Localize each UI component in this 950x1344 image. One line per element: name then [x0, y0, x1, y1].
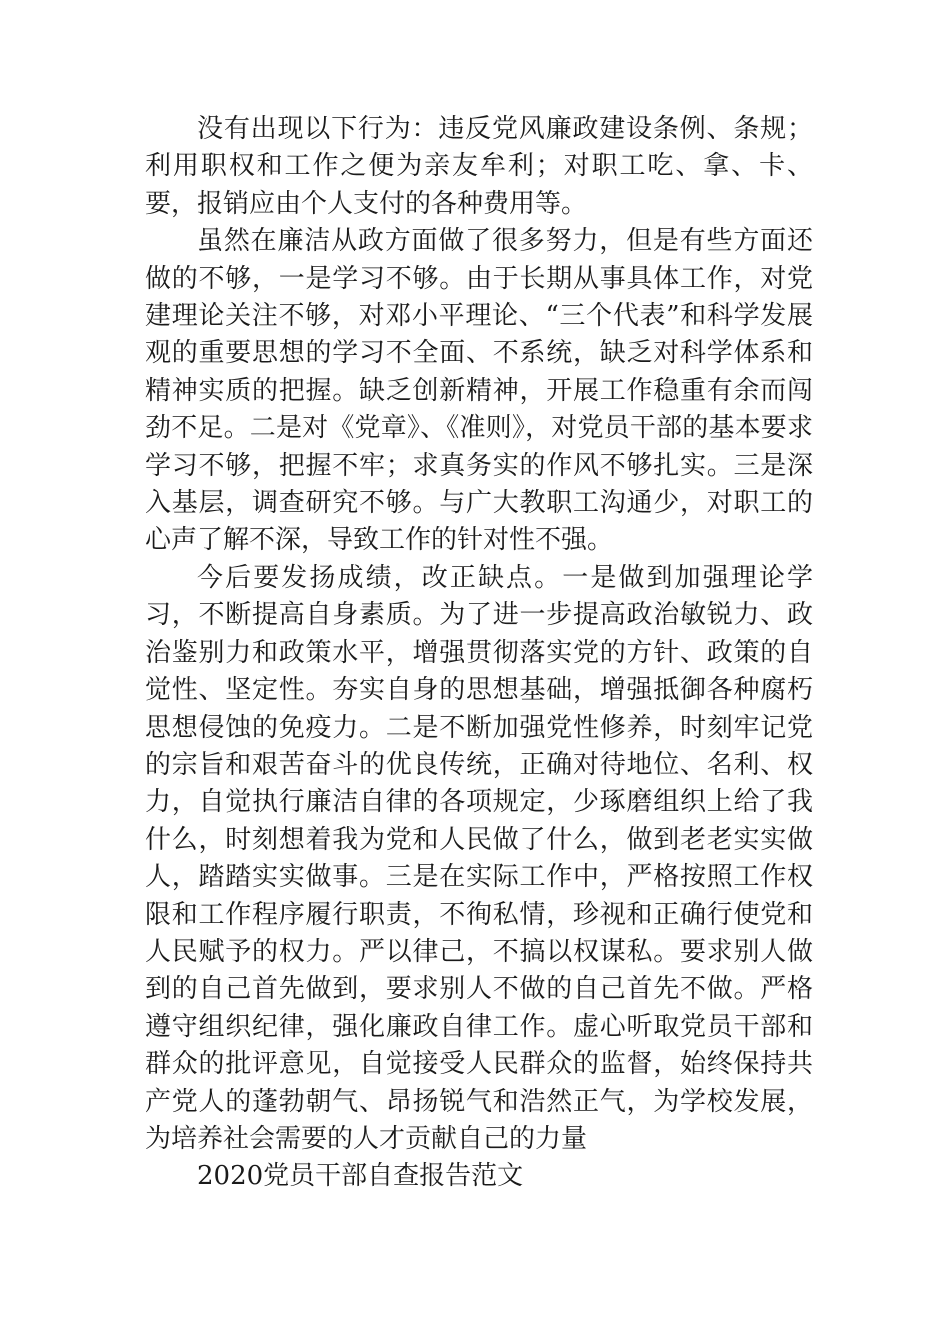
paragraph-improvements: 今后要发扬成绩，改正缺点。一是做到加强理论学习，不断提高自身素质。为了进一步提高政治敏锐力、政治鉴别力和政策水平，增强贯彻落实党的方针、政策的自觉性、坚定性。夯实自身的思想基础，增强抵御各种腐朽思想侵蚀的免疫力。二是不断加强党性修养，时刻牢记党的宗旨和艰苦奋斗的优良传统，正确对待地位、名利、权力，自觉执行廉洁自律的各项规定，少琢磨组织上给了我什么，时刻想着我为党和人民做了什么，做到老老实实做人，踏踏实实做事。三是在实际工作中，严格按照工作权限和工作程序履行职责，不徇私情，珍视和正确行使党和人民赋予的权力。严以律己，不搞以权谋私。要求别人做到的自己首先做到，要求别人不做的自己首先不做。严格遵守组织纪律，强化廉政自律工作。虚心听取党员干部和群众的批评意见，自觉接受人民群众的监督，始终保持共产党人的蓬勃朝气、昂扬锐气和浩然正气，为学校发展，为培养社会需要的人才贡献自己的力量 — [145, 562, 813, 1154]
document-body — [145, 111, 813, 1196]
paragraph-shortcomings: 虽然在廉洁从政方面做了很多努力，但是有些方面还做的不够，一是学习不够。由于长期从事具体工作，对党建理论关注不够，对邓小平理论、“三个代表”和科学发展观的重要思想的学习不全面、不系统，缺乏对科学体系和精神实质的把握。缺乏创新精神，开展工作稳重有余而闯劲不足。二是对《党章》、《准则》，对党员干部的基本要求学习不够，把握不牢；求真务实的作风不够扎实。三是深入基层，调查研究不够。与广大教职工沟通少，对职工的心声了解不深，导致工作的针对性不强。 — [145, 226, 813, 556]
paragraph-next-title: 2020党员干部自查报告范文 — [197, 1161, 524, 1192]
paragraph-conduct: 没有出现以下行为：违反党风廉政建设条例、条规；利用职权和工作之便为亲友牟利；对职工吃、拿、卡、要，报销应由个人支付的各种费用等。 — [145, 114, 813, 219]
